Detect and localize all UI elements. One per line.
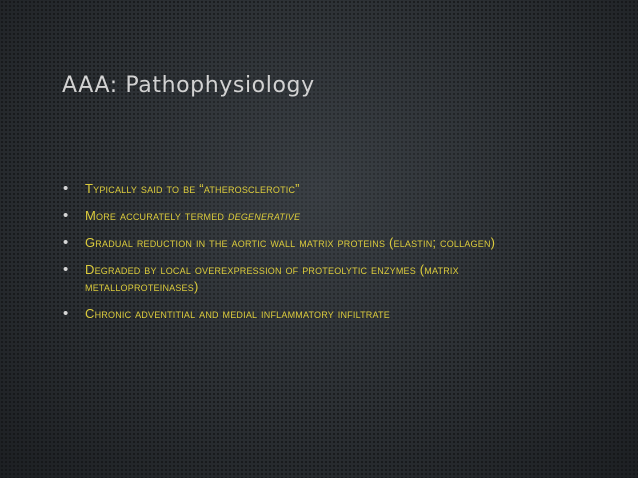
bullet-text [85,208,300,223]
bullet-dot-icon: • [63,207,69,224]
bullet-list [62,180,562,332]
bullet-text-emphasis: degenerative [227,208,301,223]
bullet-text: Typically said to be “atherosclerotic” [85,181,300,196]
bullet-dot-icon: • [63,180,69,197]
bullet-item [62,261,562,295]
bullet-text: Degraded by local overexpression of proteolytic enzymes (matrix metalloproteinases) [85,262,459,294]
bullet-item [62,234,562,251]
bullet-text-plain: More accurately termed [85,208,228,223]
bullet-item [62,180,562,197]
bullet-item [62,207,562,224]
bullet-item [62,305,562,322]
bullet-dot-icon: • [63,234,69,251]
bullet-text: Gradual reduction in the aortic wall matrix proteins (elastin; collagen) [85,235,496,250]
bullet-dot-icon: • [63,261,69,278]
bullet-text: Chronic adventitial and medial inflammatory infiltrate [85,306,390,321]
bullet-dot-icon: • [63,305,69,322]
slide-title: AAA: Pathophysiology [62,73,315,98]
